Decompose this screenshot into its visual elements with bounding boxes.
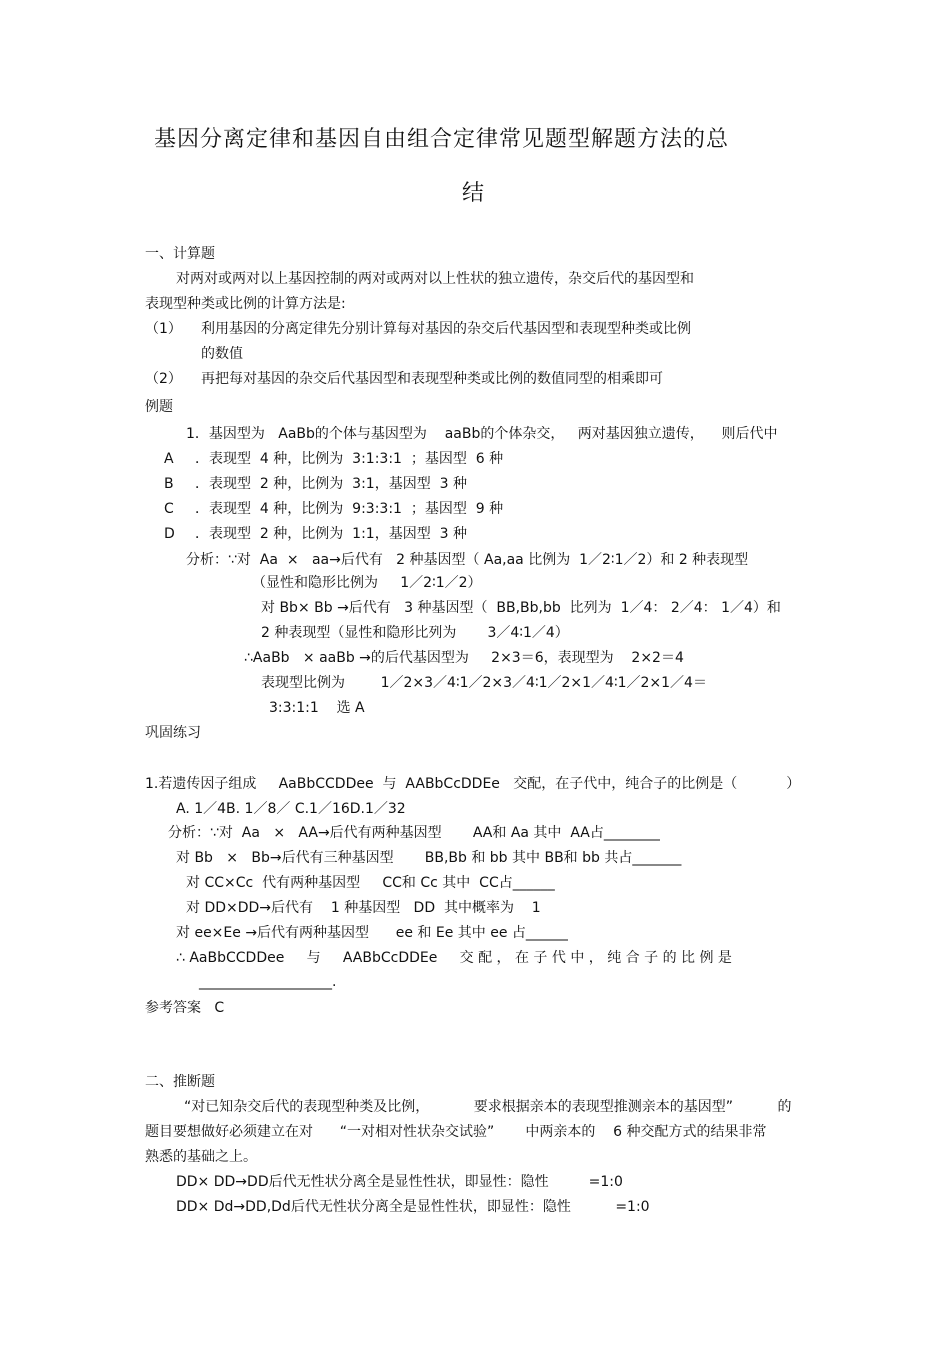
step1-number: （1） [145, 321, 182, 337]
step1-text: 利用基因的分离定律先分别计算每对基因的杂交后代基因型和表现型种类或比例 [201, 321, 691, 337]
cross-rule-line: DD× DD→DD后代无性状分离全是显性性状，即显性：隐性 =1:0 [176, 1174, 623, 1190]
practice-heading: 巩固练习 [145, 725, 201, 741]
practice-answer-blank: ___________________. [199, 974, 337, 990]
option-text: ．表现型 2 种，比例为 3:1，基因型 3 种 [195, 476, 467, 492]
practice-analysis-line: 对 CC×Cc 代有两种基因型 CC和 Cc 其中 CC占______ [186, 875, 555, 891]
option-text: ．表现型 4 种，比例为 3:1:3:1 ；基因型 6 种 [195, 451, 504, 467]
practice-question: 1.若遗传因子组成 AaBbCCDDee 与 AABbCcDDEe 交配，在子代中，纯合子的比例是（ ） [145, 776, 801, 792]
section1-intro-line1: 对两对或两对以上基因控制的两对或两对以上性状的独立遗传，杂交后代的基因型和 [176, 271, 694, 287]
option-letter: A [164, 451, 174, 467]
step2-text: 再把每对基因的杂交后代基因型和表现型种类或比例的数值同型的相乘即可 [201, 371, 663, 387]
cross-rule-line: DD× Dd→DD,Dd后代无性状分离全是显性性状，即显性：隐性 =1:0 [176, 1199, 650, 1215]
practice-analysis-line: 对 Bb × Bb→后代有三种基因型 BB,Bb 和 bb 其中 BB和 bb 共占_______ [176, 850, 682, 866]
option-letter: B [164, 476, 174, 492]
example-label: 例题 [145, 399, 173, 415]
example-question: 1．基因型为 AaBb的个体与基因型为 aaBb的个体杂交， 两对基因独立遗传， 则后代中 [186, 426, 778, 442]
analysis-line: 分析：∵对 Aa × aa→后代有 2 种基因型（ Aa,aa 比例为 1／2∶1／2）和 2 种表现型 [186, 552, 749, 568]
analysis-line: ∴AaBb × aaBb →的后代基因型为 2×3＝6，表现型为 2×2＝4 [244, 650, 684, 666]
section1-heading: 一、计算题 [145, 246, 215, 262]
reference-answer: 参考答案 C [145, 1000, 225, 1016]
practice-conclusion: ∴ AaBbCCDDee 与 AABbCcDDEe 交 配 ， 在 子 代 中 ， 纯 合 子 的 比 例 是 [176, 950, 732, 966]
document-title-line1: 基因分离定律和基因自由组合定律常见题型解题方法的总 [154, 127, 730, 152]
option-letter: C [164, 501, 174, 517]
option-text: ．表现型 2 种，比例为 1:1，基因型 3 种 [195, 526, 467, 542]
practice-analysis-line: 对 DD×DD→后代有 1 种基因型 DD 其中概率为 1 [186, 900, 541, 916]
analysis-line: 2 种表现型（显性和隐形比列为 3／4∶1／4） [261, 625, 569, 641]
option-text: ．表现型 4 种，比例为 9:3:3:1 ；基因型 9 种 [195, 501, 504, 517]
analysis-line: 3:3:1:1 选 A [269, 700, 365, 716]
section2-paragraph-line2: 题目要想做好必须建立在对 “一对相对性状杂交试验” 中两亲本的 6 种交配方式的结果非常 [145, 1124, 767, 1140]
practice-analysis-line: 分析：∵对 Aa × AA→后代有两种基因型 AA和 Aa 其中 AA占________ [168, 825, 660, 841]
practice-options: A. 1／4B. 1／8／ C.1／16D.1／32 [176, 801, 406, 817]
analysis-line: （显性和隐形比例为 1／2∶1／2） [252, 575, 482, 591]
section1-intro-line2: 表现型种类或比例的计算方法是: [145, 296, 346, 312]
step1-continuation: 的数值 [201, 346, 243, 362]
practice-analysis-line: 对 ee×Ee →后代有两种基因型 ee 和 Ee 其中 ee 占______ [176, 925, 568, 941]
step2-number: （2） [145, 371, 182, 387]
option-letter: D [164, 526, 175, 542]
analysis-line: 对 Bb× Bb →后代有 3 种基因型（ BB,Bb,bb 比列为 1／4： 2／4： 1／4）和 [261, 600, 781, 616]
section2-heading: 二、推断题 [145, 1074, 215, 1090]
section2-paragraph-line3: 熟悉的基础之上。 [145, 1149, 257, 1165]
analysis-line: 表现型比例为 1／2×3／4∶1／2×3／4∶1／2×1／4∶1／2×1／4＝ [261, 675, 707, 691]
section2-paragraph-line1: “对已知杂交后代的表现型种类及比例， 要求根据亲本的表现型推测亲本的基因型” 的 [184, 1099, 792, 1115]
document-title-line2: 结 [462, 181, 486, 206]
